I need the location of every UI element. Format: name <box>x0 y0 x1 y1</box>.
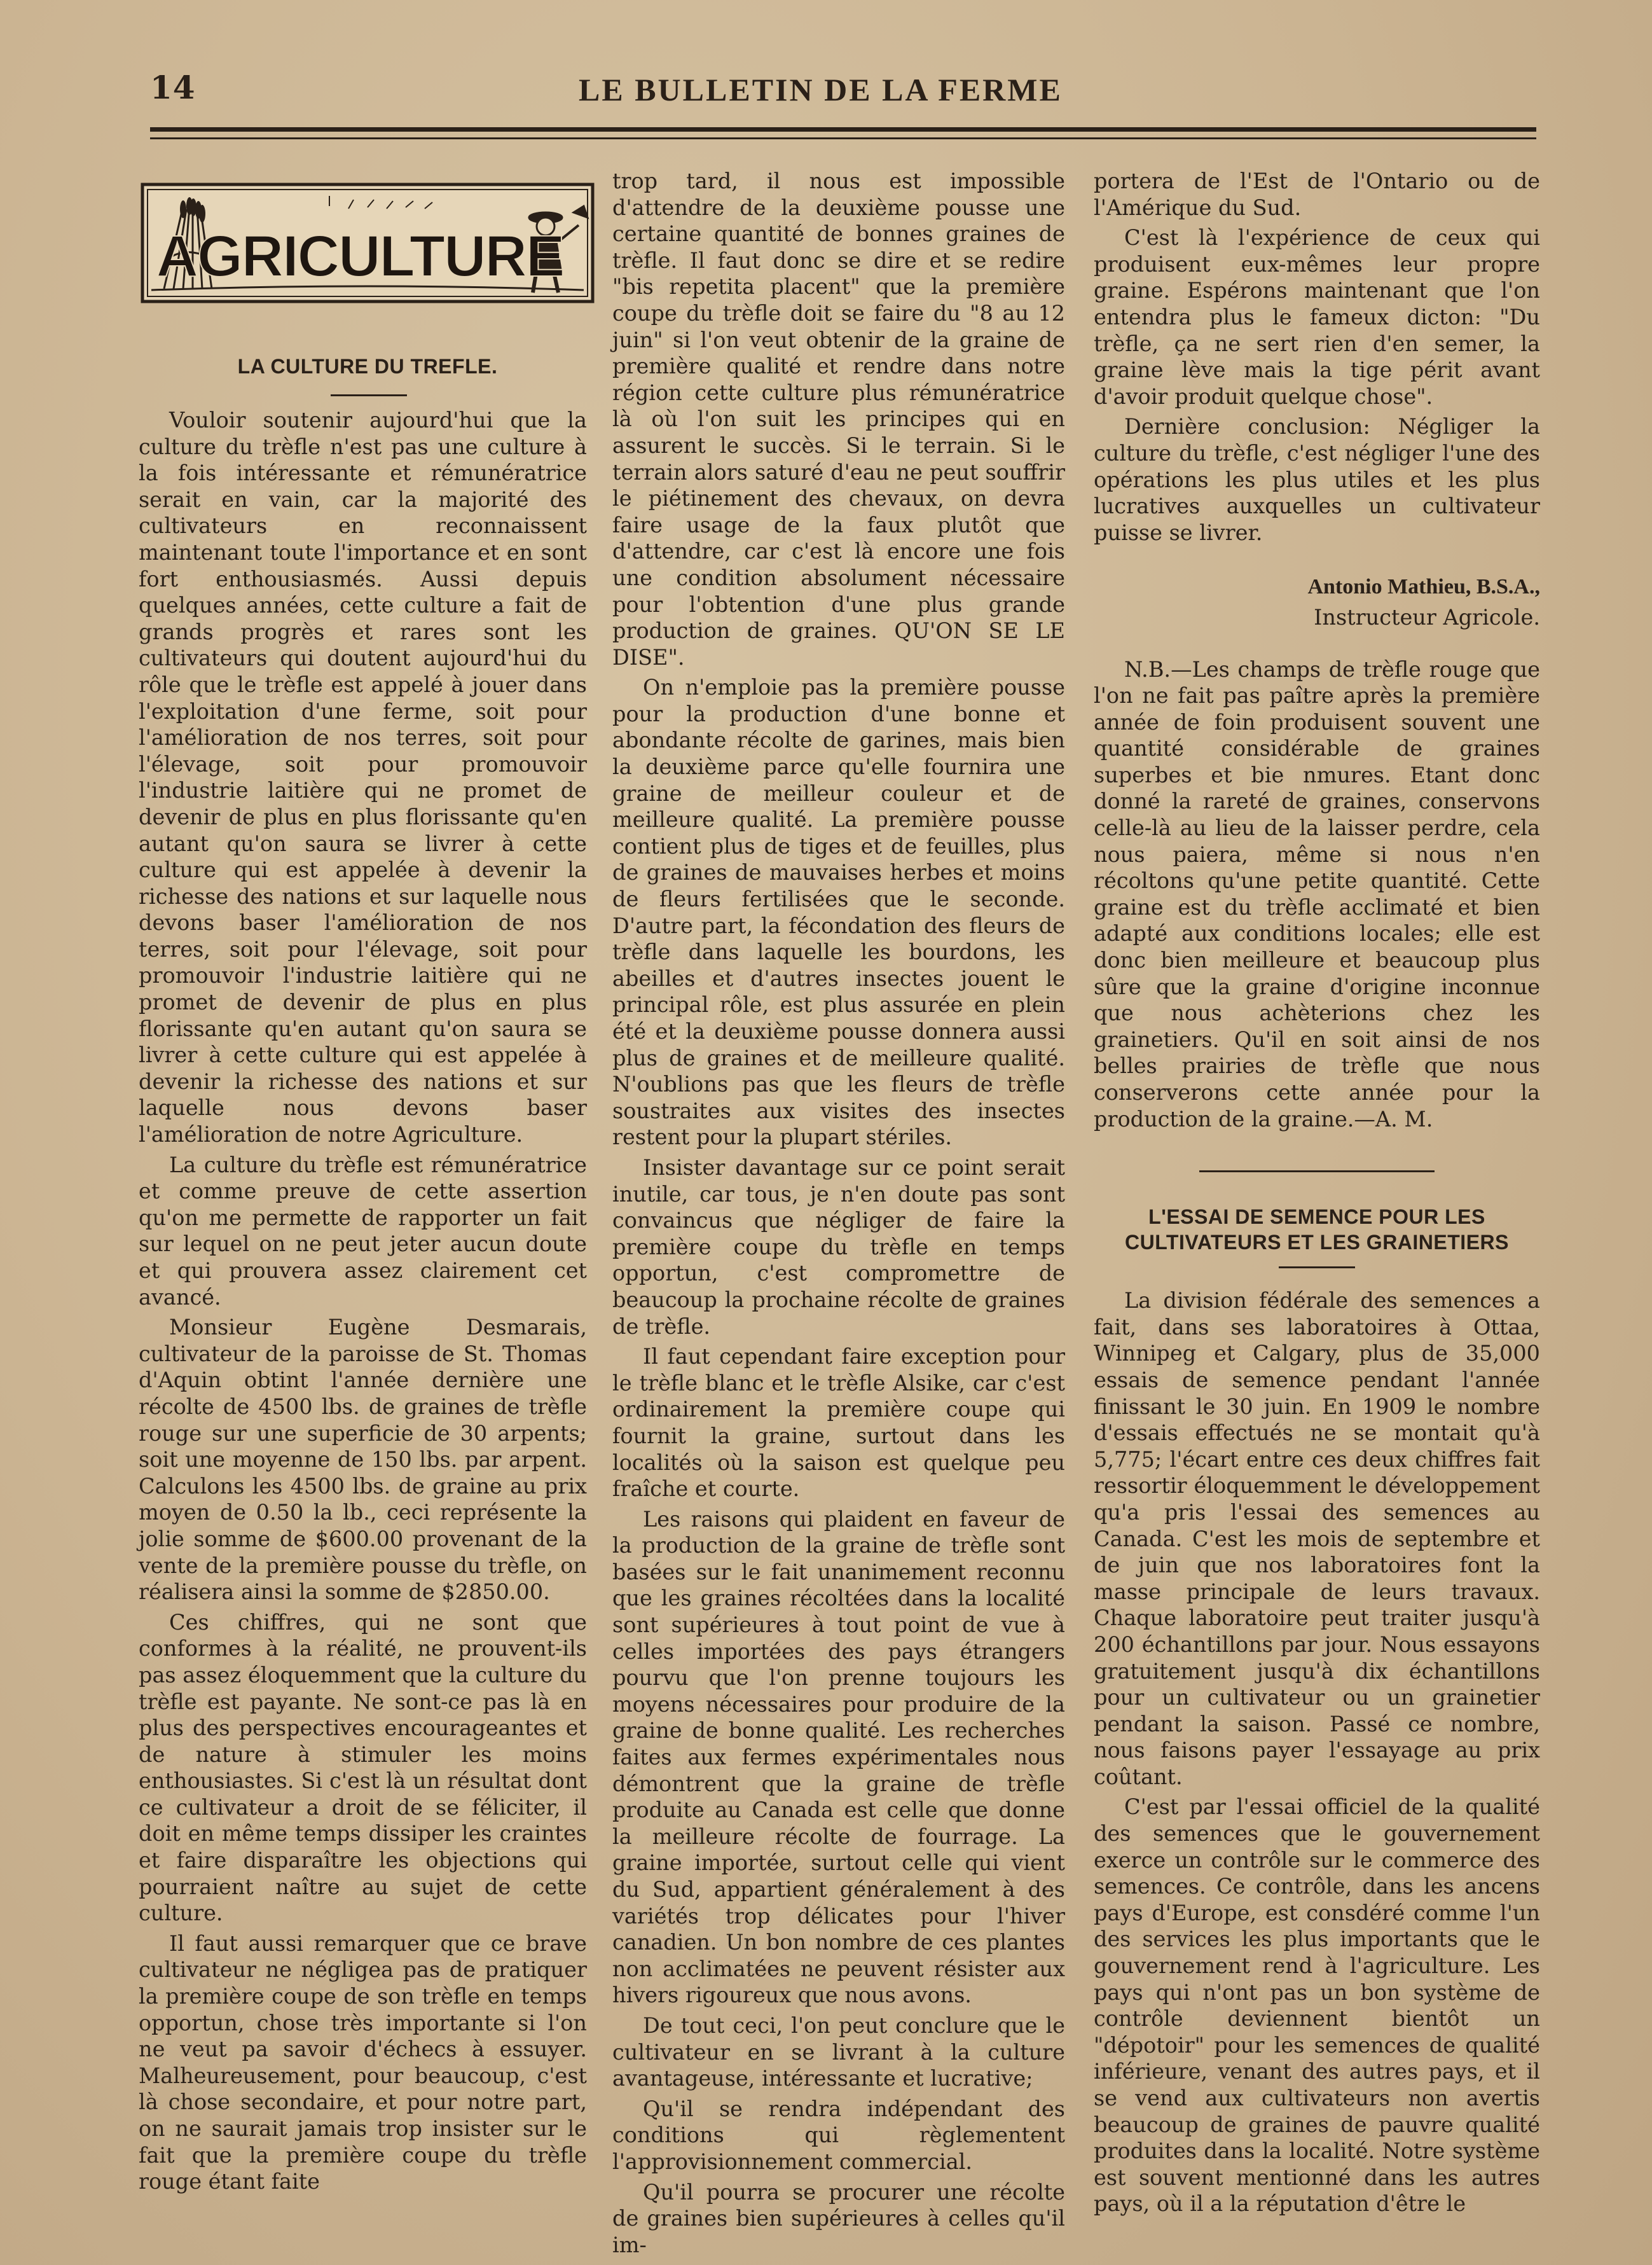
title-underline <box>1279 1266 1355 1268</box>
paragraph: Il faut cependant faire exception pour le trèfle blanc et le trèfle Alsike, car c'est ordinairement la première coupe qui fournit la graine, surtout dans les localités où la saison est quelque peu fraîche et courte. <box>612 1344 1065 1502</box>
header-rule-thick <box>150 127 1536 132</box>
column-2 <box>612 168 1065 2258</box>
paragraph: trop tard, il nous est impossible d'attendre de la deuxième pousse une certaine quantité de bonnes graines de trèfle. Il faut donc se dire et se redire "bis repetita placent" que la première coupe du trèfle doit se faire du "8 au 12 juin" si l'on veut obtenir de la graine de première qualité et rendre dans notre région cette culture plus rémunératrice là où l'on suit les principes qui en assurent le succès. Si le terrain. Si le terrain alors saturé d'eau ne peut souffrir le piétinement des chevaux, on devra faire usage de la faux plutôt que d'attendre, car c'est là encore une fois une condition absolument nécessaire pour l'obtention d'une plus grande production de graines. QU'ON SE LE DISE". <box>612 169 1065 670</box>
article-title-essai: L'ESSAI DE SEMENCE POUR LES CULTIVATEURS ET LES GRAINETIERS <box>1125 1205 1509 1254</box>
page-number: 14 <box>150 69 196 106</box>
title-underline <box>331 394 407 396</box>
article-title-trefle: LA CULTURE DU TREFLE. <box>237 355 498 378</box>
section-separator <box>1199 1170 1435 1172</box>
paragraph: La culture du trèfle est rémunératrice et comme preuve de cette assertion qu'on me permette de rapporter un fait sur lequel on ne peut jeter aucun doute et qui prouvera assez clairement cet avancé. <box>139 1152 587 1310</box>
header-rule-thin <box>150 137 1536 139</box>
paragraph: Insister davantage sur ce point serait inutile, car tous, je n'en doute pas sont convaincus que négliger de faire la première coupe du trèfle en temps opportun, c'est compromettre de beaucoup la prochaine récolte de graines de trèfle. <box>612 1154 1065 1339</box>
paragraph: Il faut aussi remarquer que ce brave cultivateur ne négligea pas de pratiquer la première coupe de son trèfle en temps opportun, chose très importante si l'on ne veut pa savoir d'échecs à essuyer. Malheureusement, pour beaucoup, c'est là chose secondaire, et pour notre part, on ne saurait jamais trop insister sur le fait que la première coupe du trèfle rouge étant faite <box>139 1930 587 2194</box>
paragraph: Monsieur Eugène Desmarais, cultivateur de la paroisse de St. Thomas d'Aquin obtint l'année dernière une récolte de 4500 lbs. de graines de trèfle rouge sur une superficie de 30 arpents; soit une moyenne de 150 lbs. par arpent. Calculons les 4500 lbs. de graine au prix moyen de 0.50 la lb., ceci représente la jolie somme de $600.00 provenant de la vente de la première pousse du trèfle, on réalisera ainsi la somme de $2850.00. <box>139 1315 587 1605</box>
paragraph: Dernière conclusion: Négliger la culture du trèfle, c'est négliger l'une des opérations les plus utiles et les plus lucratives auxquelles un cultivateur puisse se livrer. <box>1094 414 1540 545</box>
paragraph: portera de l'Est de l'Ontario ou de l'Amérique du Sud. <box>1094 169 1540 220</box>
paragraph: La division fédérale des semences a fait, dans ses laboratoires à Ottaa, Winnipeg et Calgary, plus de 35,000 essais de semence pendant l'année finissant le 30 juin. En 1909 le nombre d'essais effectués ne se montait qu'à 5,775; l'écart entre ces deux chiffres fait ressortir éloquemment le développement qu'a pris l'essai des semences au Canada. C'est les mois de septembre et de juin que nos laboratoires font la masse principale de leurs travaux. Chaque laboratoire peut traiter jusqu'à 200 échantillons par jour. Nous essayons gratuitement jusqu'à dix échantillons pour un cultivateur ou un grainetier pendant la saison. Passé ce nombre, nous faisons payer l'essayage au prix coûtant. <box>1094 1288 1540 1789</box>
paragraph: C'est par l'essai officiel de la qualité des semences que le gouvernement exerce un contrôle sur le commerce des semences. Ce contrôle, dans les ancens pays d'Europe, est consdéré comme l'un des services les plus importants que le gouvernement rend à l'agriculture. Les pays qui n'ont pas un bon système de contrôle deviennent bientôt un "dépotoir" pour les semences de qualité inférieure, venant des autres pays, et il se vend aux cultivateurs non avertis beaucoup de graines de pauvre qualité produites dans la localité. Notre système est souvent mentionné dans les autres pays, où il a la réputation d'être le <box>1094 1794 1540 2217</box>
column-3 <box>1094 168 1540 2217</box>
banner-text: AGRICULTURE <box>156 224 564 289</box>
signature-name: Antonio Mathieu, B.S.A., <box>1307 575 1540 599</box>
nota-bene: N.B.—Les champs de trèfle rouge que l'on ne fait pas paître après la première année de foin produisent souvent une quantité considérable de graines superbes et bie nmures. Etant donc donné la rareté de graines, conservons celle-là au lieu de la laisser perdre, cela nous paiera, même si nous n'en récoltons qu'une petite quantité. Cette graine est du trèfle acclimaté et bien adapté aux conditions locales; elle est donc bien meilleure et beaucoup plus sûre que la graine d'origine inconnue que nous achèterions chez les grainetiers. Qu'il en soit ainsi de nos belles prairies de trèfle que nous conserverons cette année pour la production de la graine.—A. M. <box>1094 656 1540 1132</box>
paragraph: Vouloir soutenir aujourd'hui que la culture du trèfle n'est pas une culture à la fois intéressante et rémunératrice serait en vain, car la majorité des cultivateurs en reconnaissent maintenant toute l'importance et en sont fort enthousiasmés. Aussi depuis quelques années, cette culture a fait de grands progrès et rares sont les cultivateurs qui doutent aujourd'hui du rôle que le trèfle est appelé à jouer dans l'exploitation d'une ferme, soit pour l'amélioration de nos terres, soit pour l'élevage, soit pour promouvoir l'industrie laitière qui ne promet de devenir de plus en plus florissante qu'en autant qu'on saura se livrer à cette culture qui est appelée à devenir la richesse des nations et sur laquelle nous devons baser l'amélioration de nos terres, soit pour l'élevage, soit pour promouvoir l'industrie laitière qui ne promet de devenir de plus en plus florissante qu'en autant qu'on saura se livrer à cette culture qui est appelée à devenir la richesse des nations et sur laquelle nous devons baser l'amélioration de notre Agriculture. <box>139 408 587 1147</box>
paragraph: Qu'il pourra se procurer une récolte de graines bien supérieures à celles qu'il im- <box>612 2179 1065 2257</box>
paragraph: Les raisons qui plaident en faveur de la production de la graine de trèfle sont basées sur le fait unanimement reconnu que les graines récoltées dans la localité sont supérieures à tout point de vue à celles importées des pays étrangers pourvu que l'on prenne toujours les moyens nécessaires pour produire de la graine de bonne qualité. Les recherches faites aux fermes expérimentales nous démontrent que la graine de trèfle produite au Canada est celle que donne la meilleure récolte de fourrage. La graine importée, surtout celle qui vient du Sud, appartient généralement à des variétés trop délicates pour l'hiver canadien. Un bon nombre de ces plantes non acclimatées ne peuvent résister aux hivers rigoureux que nous avons. <box>612 1506 1065 2008</box>
running-title: LE BULLETIN DE LA FERME <box>579 72 1063 107</box>
paragraph: Qu'il se rendra indépendant des conditions qui règlementent l'approvisionnement commercial. <box>612 2096 1065 2174</box>
paragraph: Ces chiffres, qui ne sont que conformes à la réalité, ne prouvent-ils pas assez éloquemment que la culture du trèfle est payante. Ne sont-ce pas là en plus des perspectives encourageantes et de nature à stimuler les moins enthousiastes. Si c'est là un résultat dont ce cultivateur a droit de se féliciter, il doit en même temps dissiper les craintes et faire disparaître les objections qui pourraient naître au sujet de cette culture. <box>139 1609 587 1926</box>
agriculture-banner <box>139 181 596 305</box>
paragraph: On n'emploie pas la première pousse pour la production d'une bonne et abondante récolte de garines, mais bien la deuxième parce qu'elle fournira une graine de meilleur couleur et de meilleure qualité. La première pousse contient plus de tiges et de feuilles, plus de graines de mauvaises herbes et moins de fleurs fertilisées que le seconde. D'autre part, la fécondation des fleurs de trèfle dans laquelle les bourdons, les abeilles et d'autres insectes jouent le principal rôle, est plus assurée en plein été et la deuxième pousse donnera aussi plus de graines et de meilleure qualité. N'oublions pas que les fleurs de trèfle soustraites aux visites des insectes restent pour la plupart stériles. <box>612 675 1065 1150</box>
paragraph: C'est là l'expérience de ceux qui produisent eux-mêmes leur propre graine. Espérons maintenant que l'on entendra plus le fameux dicton: "Du trèfle, ça ne sert rien d'en semer, la graine lève mais la tige périt avant d'avoir produit quelque chose". <box>1094 225 1540 409</box>
column-1 <box>139 407 587 2195</box>
signature-title: Instructeur Agricole. <box>1314 604 1540 630</box>
agriculture-banner-illustration <box>139 181 596 305</box>
paragraph: De tout ceci, l'on peut conclure que le cultivateur en se livrant à la culture avantageuse, intéressante et lucrative; <box>612 2012 1065 2091</box>
